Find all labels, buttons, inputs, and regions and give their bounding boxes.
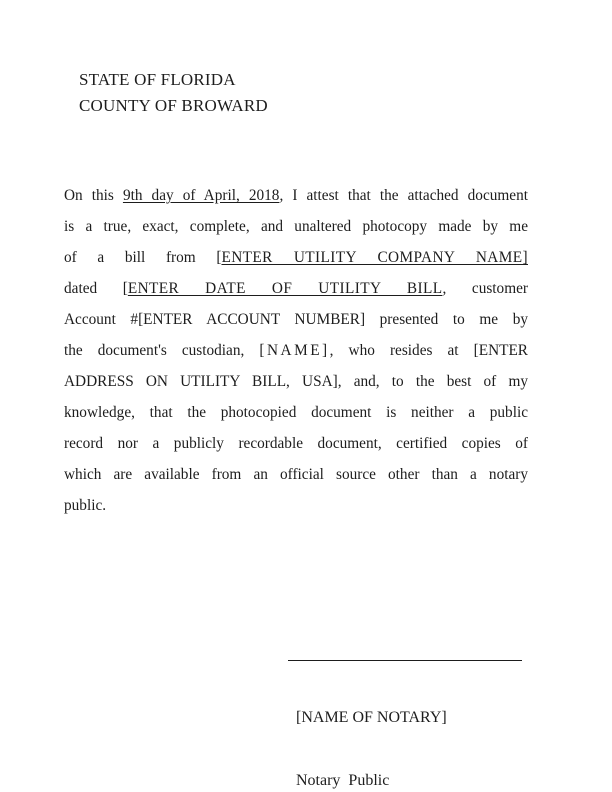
attestation-paragraph — [64, 180, 528, 521]
state-line: STATE OF FLORIDA — [79, 70, 236, 89]
underlined-utility-bill-date-placeholder: ENTER DATE OF UTILITY BILL — [127, 280, 443, 297]
text-segment: ADDRESS ON UTILITY BILL, USA], and, to the best of my — [64, 373, 528, 390]
text-segment: the document's custodian, — [64, 342, 260, 359]
text-segment: , I attest that the attached document — [279, 187, 528, 204]
text-segment: On this — [64, 187, 123, 204]
text-segment: knowledge, that the photocopied document is neither a public — [64, 404, 528, 421]
text-segment: record nor a publicly recordable document, certified copies of — [64, 435, 528, 452]
underlined-date: 9th day of April, 2018 — [122, 187, 280, 204]
signature-block — [288, 618, 522, 792]
attestation-line — [64, 335, 528, 366]
attestation-line — [64, 490, 528, 521]
attestation-line — [64, 459, 528, 490]
attestation-line — [64, 273, 528, 304]
attestation-line — [64, 211, 528, 242]
attestation-line — [64, 397, 528, 428]
text-segment: public. — [64, 497, 107, 514]
custodian-name-placeholder: [NAME] — [259, 342, 330, 359]
county-line: COUNTY OF BROWARD — [79, 96, 268, 115]
text-segment: dated [ — [64, 280, 128, 297]
text-segment: of a bill from [ — [64, 249, 222, 266]
text-segment: Account #[ENTER ACCOUNT NUMBER] presented to me by — [64, 311, 528, 328]
signature-line — [288, 660, 522, 661]
text-segment: , who resides at [ENTER — [329, 342, 529, 359]
attestation-line — [64, 304, 528, 335]
attestation-line — [64, 180, 528, 211]
text-segment: is a true, exact, complete, and unaltered photocopy made by me — [64, 218, 528, 235]
notary-public-label: Notary Public — [296, 772, 390, 789]
notary-name-placeholder: [NAME OF NOTARY] — [296, 709, 447, 726]
venue-block — [79, 67, 268, 119]
text-segment: which are available from an official source other than a notary — [64, 466, 528, 483]
text-segment: , customer — [442, 280, 528, 297]
underlined-utility-company-placeholder: ENTER UTILITY COMPANY NAME] — [221, 249, 528, 266]
attestation-line — [64, 428, 528, 459]
attestation-line — [64, 366, 528, 397]
attestation-line — [64, 242, 528, 273]
